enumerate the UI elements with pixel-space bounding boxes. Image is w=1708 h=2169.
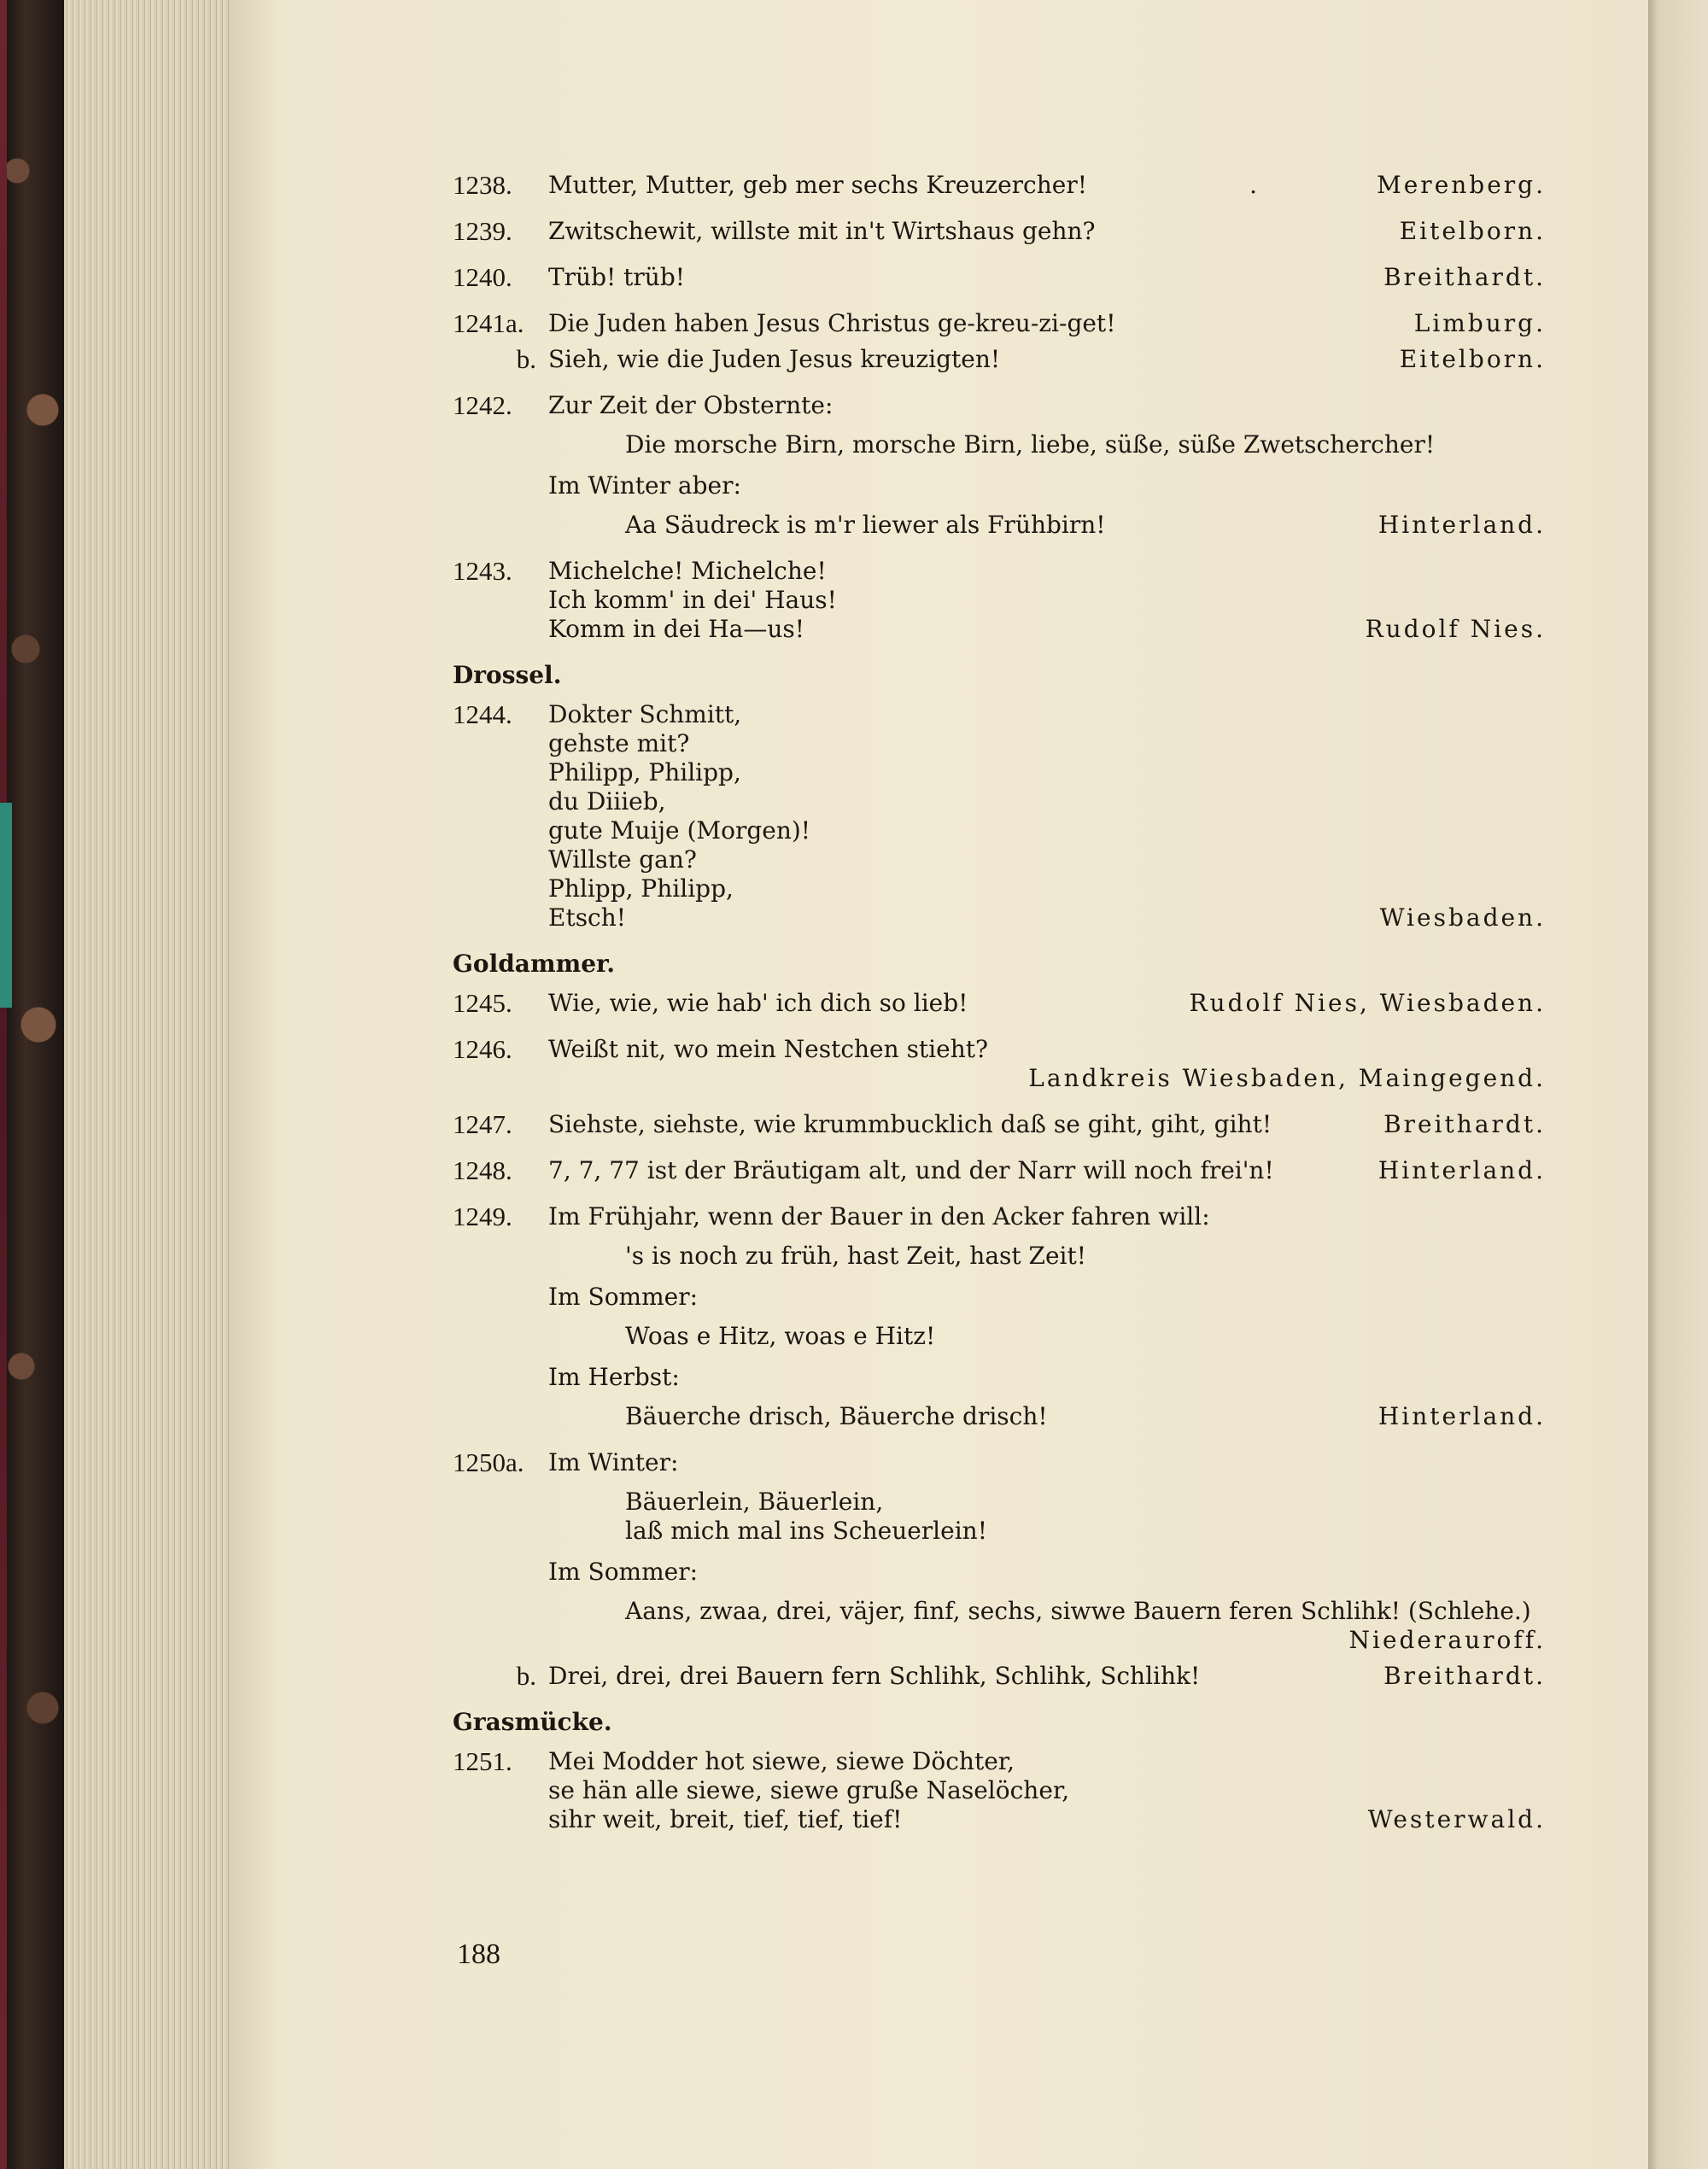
cover-edge: [0, 0, 7, 2169]
facing-page-edge: [1648, 0, 1708, 2169]
entry-text: Drei, drei, drei Bauern fern Schlihk, Schlihk, Schlihk!: [548, 1662, 1201, 1690]
entry-text: Zwitschewit, willste mit in't Wirtshaus gehn?: [548, 217, 1096, 245]
entry-line: Aans, zwaa, drei, väjer, finf, sechs, siwwe Bauern feren Schlihk! (Schlehe.): [625, 1597, 1531, 1625]
entry-line: Im Winter:: [548, 1448, 679, 1476]
stray-dot: .: [1249, 171, 1258, 199]
entry-line: Im Herbst:: [548, 1363, 680, 1391]
entry-line: Im Winter aber:: [548, 471, 741, 500]
entry-line: gehste mit?: [548, 729, 690, 757]
entry-number: 1243.: [453, 556, 512, 586]
section-heading-drossel: Drossel.: [453, 661, 562, 689]
entry-1244: [453, 700, 1546, 932]
entry-text: Weißt nit, wo mein Nestchen stieht?: [548, 1035, 989, 1063]
entry-1248: [453, 1156, 1546, 1185]
entry-1249: [453, 1202, 1546, 1431]
entry-location: Hinterland.: [1378, 511, 1546, 539]
entry-1242: [453, 391, 1546, 540]
entry-location: Westerwald.: [1367, 1805, 1546, 1833]
entry-1241b: [453, 345, 1546, 374]
entry-location: Eitelborn.: [1399, 217, 1546, 245]
entry-location: Landkreis Wiesbaden, Maingegend.: [1028, 1064, 1546, 1092]
entry-number: b.: [516, 1661, 536, 1691]
entry-line: Komm in dei Ha—us!: [548, 615, 805, 643]
section-heading-grasmuecke: Grasmücke.: [453, 1708, 612, 1736]
entry-line: sihr weit, breit, tief, tief, tief!: [548, 1805, 903, 1833]
entry-number: 1247.: [453, 1109, 512, 1139]
entry-line: Michelche! Michelche!: [548, 557, 827, 585]
entry-line: Etsch!: [548, 903, 627, 932]
entry-number: 1250a.: [453, 1447, 524, 1477]
page-content: [453, 171, 1546, 1851]
entry-line: Bäuerche drisch, Bäuerche drisch!: [625, 1402, 1048, 1430]
entry-number: 1251.: [453, 1746, 512, 1776]
book-binding: [0, 0, 64, 2169]
entry-number: 1240.: [453, 262, 512, 292]
entry-line: Zur Zeit der Obsternte:: [548, 391, 834, 419]
entry-1243: [453, 557, 1546, 644]
entry-location: Niederauroff.: [1348, 1626, 1546, 1654]
entry-location: Wiesbaden.: [1379, 903, 1546, 932]
entry-line: Phlipp, Philipp,: [548, 874, 734, 903]
entry-location: Eitelborn.: [1399, 345, 1546, 373]
entry-line: Mei Modder hot siewe, siewe Döchter,: [548, 1747, 1015, 1775]
entry-1241a: [453, 309, 1546, 338]
entry-line: 's is noch zu früh, hast Zeit, hast Zeit!: [625, 1242, 1087, 1270]
entry-location: Breithardt.: [1383, 1662, 1546, 1690]
entry-text: Siehste, siehste, wie krummbucklich daß se giht, giht, giht!: [548, 1110, 1272, 1138]
entry-line: Aa Säudreck is m'r liewer als Frühbirn!: [625, 511, 1106, 539]
entry-line: Bäuerlein, Bäuerlein,: [625, 1488, 884, 1516]
bookmark-strip: [0, 803, 12, 1008]
entry-location: Merenberg.: [1377, 171, 1546, 199]
entry-number: 1246.: [453, 1034, 512, 1064]
entry-number: 1244.: [453, 699, 512, 729]
entry-1251: [453, 1747, 1546, 1834]
entry-line: Philipp, Philipp,: [548, 758, 741, 786]
entry-text: 7, 7, 77 ist der Bräutigam alt, und der Narr will noch frei'n!: [548, 1156, 1274, 1184]
entry-line: Im Sommer:: [548, 1283, 699, 1311]
entry-text: Sieh, wie die Juden Jesus kreuzigten!: [548, 345, 1001, 373]
entry-number: 1248.: [453, 1155, 512, 1185]
entry-1245: [453, 989, 1546, 1018]
entry-line: Willste gan?: [548, 845, 697, 874]
page-stack-edge: [64, 0, 235, 2169]
entry-1250b: [453, 1662, 1546, 1691]
entry-text: Trüb! trüb!: [548, 263, 686, 291]
entry-line: Dokter Schmitt,: [548, 700, 742, 728]
entry-1238: [453, 171, 1546, 200]
entry-number: b.: [516, 344, 536, 374]
entry-location: Hinterland.: [1378, 1402, 1546, 1430]
entry-1247: [453, 1110, 1546, 1139]
entry-number: 1242.: [453, 390, 512, 420]
entry-number: 1239.: [453, 216, 512, 246]
entry-line: Ich komm' in dei' Haus!: [548, 586, 837, 614]
entry-number: 1245.: [453, 988, 512, 1018]
entry-line: se hän alle siewe, siewe gruße Naselöcher,: [548, 1776, 1070, 1804]
entry-1246: [453, 1035, 1546, 1093]
entry-text: Die Juden haben Jesus Christus ge-kreu-zi-get!: [548, 309, 1116, 337]
entry-line: gute Muije (Morgen)!: [548, 816, 811, 845]
entry-location: Rudolf Nies, Wiesbaden.: [1189, 989, 1546, 1017]
entry-number: 1241a.: [453, 308, 524, 338]
entry-location: Breithardt.: [1383, 263, 1546, 291]
entry-text: Mutter, Mutter, geb mer sechs Kreuzercher!: [548, 171, 1087, 199]
entry-1239: [453, 217, 1546, 246]
entry-line: Im Frühjahr, wenn der Bauer in den Acker fahren will:: [548, 1202, 1210, 1231]
entry-number: 1238.: [453, 170, 512, 200]
entry-line: Woas e Hitz, woas e Hitz!: [625, 1322, 936, 1350]
entry-location: Limburg.: [1413, 309, 1546, 337]
entry-location: Hinterland.: [1378, 1156, 1546, 1184]
entry-location: Rudolf Nies.: [1365, 615, 1546, 643]
section-heading-goldammer: Goldammer.: [453, 950, 615, 978]
page-number: 188: [457, 1938, 500, 1970]
entry-1240: [453, 263, 1546, 292]
entry-1250a: [453, 1448, 1546, 1655]
entry-line: Die morsche Birn, morsche Birn, liebe, süße, süße Zwetschercher!: [625, 430, 1436, 459]
entry-text: Wie, wie, wie hab' ich dich so lieb!: [548, 989, 968, 1017]
entry-line: laß mich mal ins Scheuerlein!: [625, 1517, 987, 1545]
entry-line: Im Sommer:: [548, 1558, 699, 1586]
entry-location: Breithardt.: [1383, 1110, 1546, 1138]
entry-line: du Diiieb,: [548, 787, 666, 816]
entry-number: 1249.: [453, 1201, 512, 1231]
